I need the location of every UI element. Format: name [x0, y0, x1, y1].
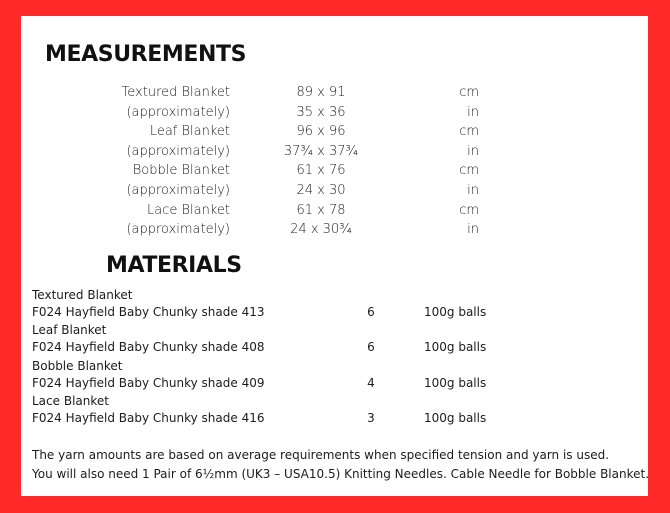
measurement-value: 24 x 30: [296, 182, 346, 198]
yarn-quantity: 3: [367, 410, 375, 425]
measurement-unit: cm: [459, 124, 479, 140]
measurement-row: [21, 161, 648, 181]
notes: [32, 446, 649, 483]
measurement-unit: in: [467, 104, 479, 120]
measurement-row: [21, 122, 648, 142]
blanket-name: Lace Blanket: [32, 393, 109, 408]
measurement-value: 24 x 30¾: [290, 222, 352, 238]
yarn-unit: 100g balls: [424, 305, 487, 319]
measurement-unit: in: [467, 143, 479, 159]
measurement-row: [21, 103, 648, 123]
measurement-value: 96 x 96: [296, 124, 346, 140]
yarn-description: F024 Hayfield Baby Chunky shade 413: [32, 305, 265, 319]
measurement-label: (approximately): [126, 104, 230, 120]
measurement-value: 89 x 91: [296, 85, 346, 100]
measurements-table: [21, 83, 648, 240]
measurement-value: 61 x 76: [296, 163, 346, 179]
materials-heading: MATERIALS: [106, 253, 242, 278]
note-line: You will also need 1 Pair of 6½mm (UK3 – USA10.5) Knitting Needles. Cable Needle for Bobble Blanket.: [32, 466, 650, 481]
measurement-label: Leaf Blanket: [149, 124, 230, 140]
yarn-quantity: 4: [367, 375, 375, 390]
measurement-unit: cm: [459, 202, 479, 218]
material-item: [32, 359, 632, 394]
yarn-description: F024 Hayfield Baby Chunky shade 409: [32, 375, 265, 390]
blanket-name: Bobble Blanket: [32, 358, 123, 373]
measurement-row: [21, 201, 648, 221]
measurement-unit: in: [467, 222, 479, 238]
material-item: [32, 394, 632, 429]
yarn-quantity: 6: [367, 340, 375, 355]
material-item: [32, 323, 632, 358]
measurement-unit: cm: [459, 85, 479, 100]
measurement-label: Bobble Blanket: [132, 163, 230, 179]
measurement-row: [21, 142, 648, 162]
measurement-unit: in: [467, 182, 479, 198]
blanket-name: Leaf Blanket: [32, 323, 107, 338]
measurement-row: [21, 83, 648, 103]
yarn-unit: 100g balls: [424, 340, 487, 355]
measurements-heading: MEASUREMENTS: [45, 42, 247, 67]
blanket-name: Textured Blanket: [32, 288, 133, 302]
measurement-row: [21, 181, 648, 201]
measurement-unit: cm: [459, 163, 479, 179]
measurement-label: (approximately): [126, 222, 230, 238]
measurement-label: (approximately): [126, 182, 230, 198]
yarn-description: F024 Hayfield Baby Chunky shade 408: [32, 340, 265, 355]
measurement-label: (approximately): [126, 143, 230, 159]
measurement-value: 35 x 36: [296, 104, 346, 120]
yarn-unit: 100g balls: [424, 375, 487, 390]
material-item: [32, 288, 632, 323]
note-line: The yarn amounts are based on average requirements when specified tension and yarn is used.: [32, 448, 610, 462]
measurement-row: [21, 220, 648, 240]
measurement-label: Textured Blanket: [121, 85, 230, 100]
yarn-quantity: 6: [367, 305, 375, 319]
yarn-unit: 100g balls: [424, 410, 487, 425]
measurement-value: 61 x 78: [296, 202, 346, 218]
measurement-label: Lace Blanket: [147, 202, 230, 218]
measurement-value: 37¾ x 37¾: [283, 143, 359, 159]
materials-list: [32, 288, 632, 429]
yarn-description: F024 Hayfield Baby Chunky shade 416: [32, 410, 265, 425]
content-panel: [21, 16, 648, 496]
